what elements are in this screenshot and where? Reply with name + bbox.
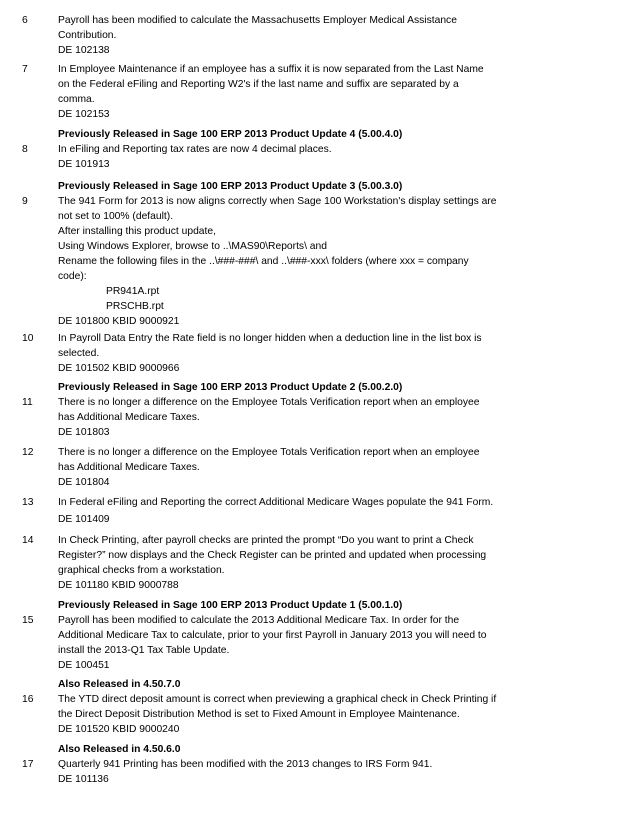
- entry-line: DE 101180 KBID 9000788: [58, 580, 179, 591]
- entry-line: Payroll has been modified to calculate the Massachusetts Employer Medical Assistance: [58, 15, 457, 26]
- entry-number: 17: [22, 759, 34, 770]
- entry-body: [58, 62, 542, 122]
- entry-line: selected.: [58, 348, 100, 359]
- entry-number: 12: [22, 447, 34, 458]
- entry-line: DE 101803: [58, 427, 110, 438]
- release-heading: Also Released in 4.50.7.0: [58, 679, 181, 690]
- entry-number: 10: [22, 333, 34, 344]
- release-heading: Previously Released in Sage 100 ERP 2013 Product Update 4 (5.00.4.0): [58, 129, 403, 140]
- entry-body: [58, 380, 542, 440]
- entry-line: DE 101502 KBID 9000966: [58, 363, 180, 374]
- entry-line: Quarterly 941 Printing has been modified with the 2013 changes to IRS Form 941.: [58, 759, 433, 770]
- entry-number: 9: [22, 196, 28, 207]
- entry-line: graphical checks from a workstation.: [58, 565, 225, 576]
- entry-line: Register?” now displays and the Check Register can be printed and updated when processing: [58, 550, 487, 561]
- entry-line: In eFiling and Reporting tax rates are now 4 decimal places.: [58, 144, 332, 155]
- entry-line: DE 101409: [58, 514, 110, 525]
- entry-line: on the Federal eFiling and Reporting W2's if the last name and suffix are separated by a: [58, 79, 459, 90]
- entry-line: DE 102138: [58, 45, 110, 56]
- release-heading: Previously Released in Sage 100 ERP 2013 Product Update 2 (5.00.2.0): [58, 382, 403, 393]
- entry-body: [58, 742, 542, 787]
- entry-line: DE 101913: [58, 159, 110, 170]
- entry-line: DE 101804: [58, 477, 110, 488]
- entry-line: DE 102153: [58, 109, 110, 120]
- entry-body: [58, 533, 542, 593]
- entry-line: has Additional Medicare Taxes.: [58, 412, 200, 423]
- entry-line: install the 2013-Q1 Tax Table Update.: [58, 645, 230, 656]
- entry-number: 8: [22, 144, 28, 155]
- entry-line: Using Windows Explorer, browse to ..\MAS90\Reports\ and: [58, 241, 327, 252]
- entry-line: code):: [58, 271, 87, 282]
- entry-number: 6: [22, 15, 28, 26]
- entry-body: [58, 677, 542, 737]
- entry-body: [58, 445, 542, 490]
- entry-line: has Additional Medicare Taxes.: [58, 462, 200, 473]
- entry-line: not set to 100% (default).: [58, 211, 174, 222]
- entry-line: In Check Printing, after payroll checks are printed the prompt “Do you want to print a Check: [58, 535, 474, 546]
- entry-number: 15: [22, 615, 34, 626]
- entry-line: The 941 Form for 2013 is now aligns correctly when Sage 100 Workstation's display settings are: [58, 196, 497, 207]
- entry-line: the Direct Deposit Distribution Method is set to Fixed Amount in Employee Maintenance.: [58, 709, 460, 720]
- entry-line: DE 100451: [58, 660, 110, 671]
- entry-body: [58, 598, 542, 673]
- entry-line: comma.: [58, 94, 95, 105]
- entry-line: Payroll has been modified to calculate the 2013 Additional Medicare Tax. In order for the: [58, 615, 460, 626]
- entry-line: There is no longer a difference on the Employee Totals Verification report when an employee: [58, 447, 480, 458]
- entry-line: DE 101136: [58, 774, 109, 785]
- entry-line: Rename the following files in the ..\###-###\ and ..\###-xxx\ folders (where xxx = company: [58, 256, 469, 267]
- entry-line: In Payroll Data Entry the Rate field is no longer hidden when a deduction line in the list box is: [58, 333, 482, 344]
- entry-line: Additional Medicare Tax to calculate, prior to your first Payroll in January 2013 you will need to: [58, 630, 487, 641]
- entry-line: After installing this product update,: [58, 226, 216, 237]
- entry-line: The YTD direct deposit amount is correct when previewing a graphical check in Check Printing if: [58, 694, 497, 705]
- entry-body: [58, 495, 542, 527]
- entry-number: 11: [22, 397, 33, 408]
- entry-body: [58, 13, 542, 58]
- entry-line: In Employee Maintenance if an employee has a suffix it is now separated from the Last Name: [58, 64, 484, 75]
- entry-line: There is no longer a difference on the Employee Totals Verification report when an employee: [58, 397, 480, 408]
- release-heading: Previously Released in Sage 100 ERP 2013 Product Update 3 (5.00.3.0): [58, 181, 403, 192]
- entry-number: 7: [22, 64, 28, 75]
- release-heading: Also Released in 4.50.6.0: [58, 744, 181, 755]
- entry-number: 14: [22, 535, 34, 546]
- entry-line: Contribution.: [58, 30, 117, 41]
- entry-number: 16: [22, 694, 34, 705]
- entry-line: DE 101520 KBID 9000240: [58, 724, 180, 735]
- entry-number: 13: [22, 497, 34, 508]
- entry-line: In Federal eFiling and Reporting the correct Additional Medicare Wages populate the 941 Form.: [58, 497, 494, 508]
- report-file-name: PRSCHB.rpt: [106, 301, 164, 312]
- entry-body: [58, 127, 542, 172]
- entry-line: DE 101800 KBID 9000921: [58, 316, 180, 327]
- entry-body: [58, 331, 542, 376]
- report-file-name: PR941A.rpt: [106, 286, 160, 297]
- release-heading: Previously Released in Sage 100 ERP 2013 Product Update 1 (5.00.1.0): [58, 600, 403, 611]
- entry-body: [58, 179, 542, 329]
